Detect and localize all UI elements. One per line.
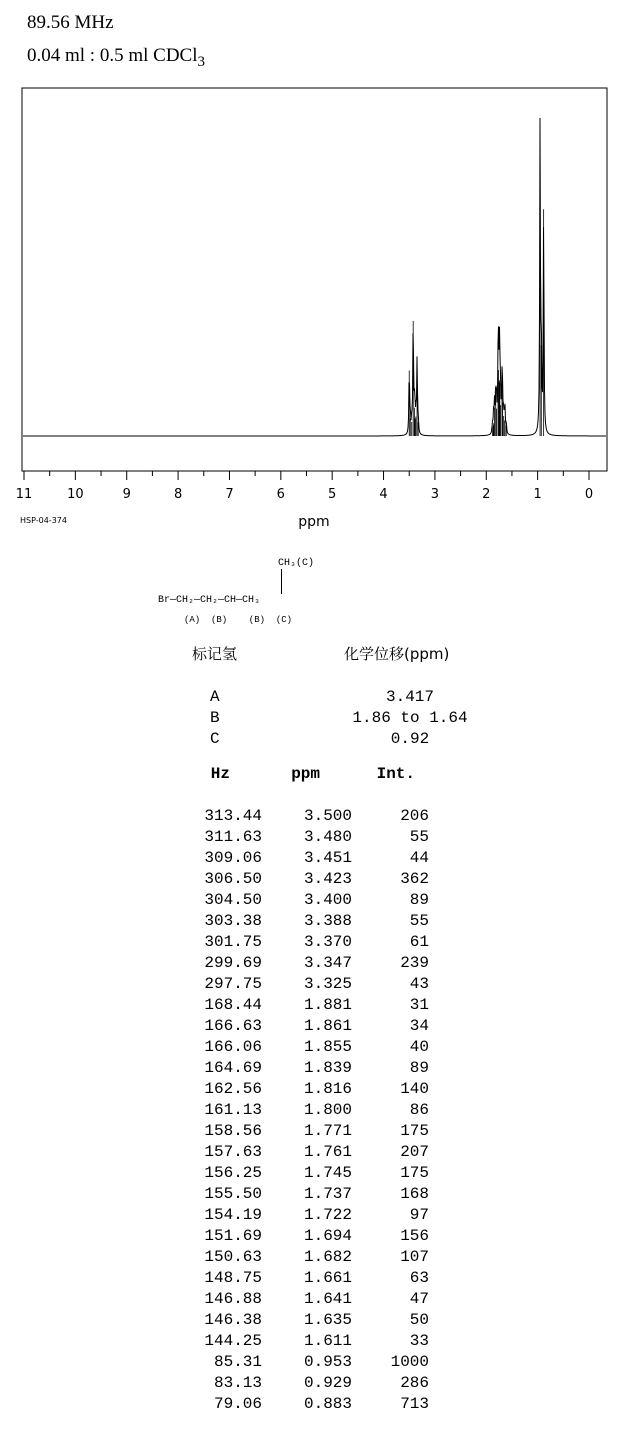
cell-ppm: 1.761 [303, 1143, 352, 1161]
table-row [190, 1185, 450, 1206]
plot-frame [22, 88, 607, 471]
cell-int: 362 [400, 870, 429, 888]
spectrum-id: HSP-04-374 [20, 516, 67, 525]
cell-int: 286 [400, 1374, 429, 1392]
cell-ppm: 1.839 [303, 1059, 352, 1077]
cell-ppm: 3.423 [303, 870, 352, 888]
cell-int: 239 [400, 954, 429, 972]
cell-int: 55 [409, 828, 429, 846]
table-row [190, 1374, 450, 1395]
cell-ppm: 0.883 [303, 1395, 352, 1413]
structure-bond-vertical [281, 569, 282, 594]
cell-hz: 85.31 [213, 1353, 262, 1371]
assignment-table [190, 688, 490, 751]
cell-hz: 151.69 [204, 1227, 262, 1245]
cell-int: 1000 [390, 1353, 429, 1371]
cell-int: 31 [409, 996, 429, 1014]
table-row [190, 828, 450, 849]
cell-hz: 79.06 [213, 1395, 262, 1413]
table-row [190, 1164, 450, 1185]
cell-int: 156 [400, 1227, 429, 1245]
x-tick-label: 10 [67, 487, 84, 502]
cell-ppm: 3.347 [303, 954, 352, 972]
x-tick-label: 0 [584, 487, 594, 502]
cell-hz: 297.75 [204, 975, 262, 993]
table-row [190, 849, 450, 870]
assignment-shift: 1.86 to 1.64 [352, 709, 468, 727]
cell-hz: 303.38 [204, 912, 262, 930]
cell-hz: 299.69 [204, 954, 262, 972]
cell-ppm: 1.855 [303, 1038, 352, 1056]
cell-int: 33 [409, 1332, 429, 1350]
assignment-header-shift: 化学位移(ppm) [344, 645, 450, 663]
table-row [190, 1311, 450, 1332]
cell-ppm: 0.953 [303, 1353, 352, 1371]
table-row [190, 996, 450, 1017]
cell-hz: 157.63 [204, 1143, 262, 1161]
spectrum-trace [23, 118, 606, 436]
table-row [190, 1206, 450, 1227]
cell-ppm: 1.611 [303, 1332, 352, 1350]
cell-int: 207 [400, 1143, 429, 1161]
cell-int: 50 [409, 1311, 429, 1329]
cell-hz: 158.56 [204, 1122, 262, 1140]
structure-methyl-branch: CH₃(C) [278, 558, 315, 569]
table-row [190, 807, 450, 828]
cell-ppm: 1.694 [303, 1227, 352, 1245]
cell-ppm: 1.722 [303, 1206, 352, 1224]
cell-ppm: 0.929 [303, 1374, 352, 1392]
table-row [190, 1332, 450, 1353]
x-tick-label: 8 [173, 487, 183, 502]
cell-int: 63 [409, 1269, 429, 1287]
cell-hz: 313.44 [204, 807, 262, 825]
x-tick-label: 3 [430, 487, 440, 502]
cell-ppm: 1.682 [303, 1248, 352, 1266]
cell-int: 97 [409, 1206, 429, 1224]
header-ppm: ppm [291, 765, 320, 783]
cell-ppm: 3.370 [303, 933, 352, 951]
table-row [190, 1101, 450, 1122]
cell-ppm: 1.641 [303, 1290, 352, 1308]
table-row [190, 954, 450, 975]
table-row [190, 1395, 450, 1416]
peak-list-table [190, 765, 450, 1416]
cell-hz: 306.50 [204, 870, 262, 888]
cell-int: 34 [409, 1017, 429, 1035]
cell-ppm: 1.661 [303, 1269, 352, 1287]
cell-hz: 155.50 [204, 1185, 262, 1203]
cell-ppm: 3.480 [303, 828, 352, 846]
cell-ppm: 1.800 [303, 1101, 352, 1119]
table-row [190, 870, 450, 891]
cell-ppm: 1.635 [303, 1311, 352, 1329]
table-row [190, 1017, 450, 1038]
cell-hz: 311.63 [204, 828, 262, 846]
table-row [190, 1227, 450, 1248]
cell-hz: 168.44 [204, 996, 262, 1014]
cell-ppm: 3.388 [303, 912, 352, 930]
table-row [190, 1080, 450, 1101]
table-row [190, 1248, 450, 1269]
spectrometer-frequency: 89.56 MHz [27, 12, 114, 33]
table-row [190, 912, 450, 933]
structure-labels: (A) (B) (B) (C) [184, 615, 293, 625]
sample-text: 0.04 ml : 0.5 ml CDCl [27, 45, 198, 66]
table-row [190, 933, 450, 954]
cell-hz: 148.75 [204, 1269, 262, 1287]
cell-hz: 166.06 [204, 1038, 262, 1056]
cell-hz: 156.25 [204, 1164, 262, 1182]
cell-ppm: 1.771 [303, 1122, 352, 1140]
cell-int: 86 [409, 1101, 429, 1119]
cell-int: 89 [409, 891, 429, 909]
cell-hz: 164.69 [204, 1059, 262, 1077]
cell-int: 40 [409, 1038, 429, 1056]
table-row [190, 1122, 450, 1143]
cell-int: 89 [409, 1059, 429, 1077]
cell-ppm: 1.737 [303, 1185, 352, 1203]
cell-int: 175 [400, 1122, 429, 1140]
cell-int: 47 [409, 1290, 429, 1308]
x-axis-tick-labels [16, 487, 593, 502]
x-tick-label: 2 [482, 487, 491, 502]
assignment-label: B [210, 709, 220, 727]
cell-int: 55 [409, 912, 429, 930]
cell-hz: 162.56 [204, 1080, 262, 1098]
x-tick-label: 11 [15, 487, 33, 502]
assignment-shift: 0.92 [390, 730, 430, 748]
cell-hz: 83.13 [213, 1374, 262, 1392]
cell-ppm: 3.325 [303, 975, 352, 993]
cell-hz: 154.19 [204, 1206, 262, 1224]
table-row [190, 1269, 450, 1290]
cell-int: 61 [409, 933, 429, 951]
cell-ppm: 3.500 [303, 807, 352, 825]
assignment-header-label: 标记氢 [192, 645, 238, 663]
x-axis-ticks [24, 471, 589, 480]
cell-ppm: 1.745 [303, 1164, 352, 1182]
table-row [190, 891, 450, 912]
assignment-shift: 3.417 [385, 688, 434, 706]
cell-hz: 166.63 [204, 1017, 262, 1035]
header-int: Int. [376, 765, 415, 783]
assignment-row [190, 709, 490, 730]
table-row [190, 1290, 450, 1311]
table-row [190, 1143, 450, 1164]
cell-hz: 150.63 [204, 1248, 262, 1266]
cell-ppm: 3.400 [303, 891, 352, 909]
sample-subscript: 3 [197, 53, 205, 70]
x-tick-label: 1 [533, 487, 542, 502]
cell-hz: 146.88 [204, 1290, 262, 1308]
cell-int: 713 [400, 1395, 429, 1413]
cell-ppm: 1.816 [303, 1080, 352, 1098]
cell-ppm: 3.451 [303, 849, 352, 867]
assignment-row [190, 688, 490, 709]
cell-int: 140 [400, 1080, 429, 1098]
cell-int: 206 [400, 807, 429, 825]
structure-main-chain: Br—CH₂—CH₂—CH—CH₃ [158, 595, 261, 606]
assignment-label: C [210, 730, 220, 748]
x-tick-label: 7 [225, 487, 234, 502]
cell-hz: 144.25 [204, 1332, 262, 1350]
cell-hz: 146.38 [204, 1311, 262, 1329]
table-row [190, 975, 450, 996]
table-row [190, 1353, 450, 1374]
cell-hz: 301.75 [204, 933, 262, 951]
assignment-row [190, 730, 490, 751]
assignment-label: A [210, 688, 220, 706]
x-tick-label: 4 [379, 487, 388, 502]
header-hz: Hz [210, 765, 230, 783]
x-tick-label: 5 [328, 487, 337, 502]
x-tick-label: 9 [122, 487, 131, 502]
cell-int: 175 [400, 1164, 429, 1182]
cell-int: 107 [400, 1248, 429, 1266]
cell-hz: 304.50 [204, 891, 262, 909]
cell-ppm: 1.861 [303, 1017, 352, 1035]
cell-int: 168 [400, 1185, 429, 1203]
molecular-structure [150, 558, 370, 633]
cell-int: 43 [409, 975, 429, 993]
x-tick-label: 6 [276, 487, 285, 502]
cell-int: 44 [409, 849, 429, 867]
table-row [190, 1059, 450, 1080]
peak-table-header [190, 765, 450, 786]
nmr-spectrum-chart [0, 0, 626, 540]
table-row [190, 1038, 450, 1059]
x-axis-label: ppm [298, 514, 330, 530]
cell-ppm: 1.881 [303, 996, 352, 1014]
cell-hz: 309.06 [204, 849, 262, 867]
cell-hz: 161.13 [204, 1101, 262, 1119]
spectrum-peaks [23, 118, 606, 436]
